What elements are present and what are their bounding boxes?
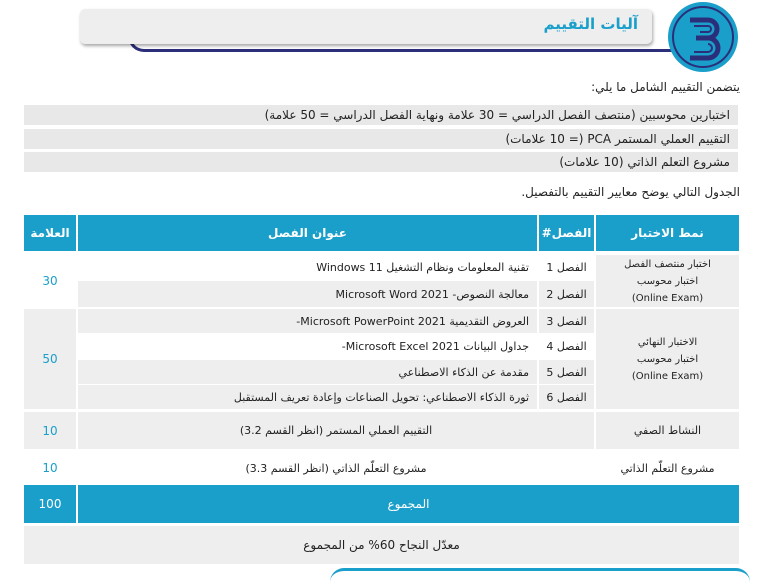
midterm-mark: 30 (42, 274, 58, 288)
table-row-chapter: الفصل 4 (546, 340, 587, 353)
header-chapter: #الفصل (539, 215, 594, 251)
type-line: (Online Exam) (631, 370, 704, 382)
list-item: مشروع التعلم الذاتي (10 علامات) (24, 152, 738, 172)
table-row-title: ثورة الذكاء الاصطناعي: تحويل الصناعات وإعادة تعريف المستقبل (78, 385, 537, 409)
activity-mark: 10 (24, 412, 76, 449)
table-row-title: جداول البيانات Microsoft Excel 2021- (341, 340, 529, 353)
table-row-title: مقدمة عن الذكاء الاصطناعي (78, 360, 537, 384)
header-type: نمط الاختبار (596, 215, 739, 251)
table-row-chapter: الفصل 2 (539, 281, 594, 307)
section-title: آليات التقييم (543, 15, 638, 33)
midterm-type (596, 255, 739, 307)
final-mark: 50 (24, 309, 76, 409)
table-row-chapter: الفصل 5 (539, 360, 594, 384)
activity-title: التقييم العملي المستمر (انظر القسم 3.2) (78, 412, 594, 449)
section-header (80, 9, 652, 44)
final-type (596, 309, 739, 409)
decorative-arc (330, 568, 750, 588)
pass-rate: معدّل النجاح 60% من المجموع (24, 526, 739, 564)
type-line: (Online Exam) (631, 292, 704, 304)
type-line: اختبار منتصف الفصل (624, 258, 711, 270)
table-row-chapter: الفصل 6 (539, 385, 594, 409)
intro-text: يتضمن التقييم الشامل ما يلي: (591, 80, 740, 94)
table-row-chapter: الفصل 1 (546, 261, 587, 274)
header-mark: العلامة (24, 215, 76, 251)
table-row-title: معالجة النصوص- Microsoft Word 2021 (78, 281, 537, 307)
table-row-chapter: الفصل 3 (539, 309, 594, 333)
type-line: اختبار محوسب (636, 353, 699, 365)
type-line: اختبار محوسب (636, 275, 699, 287)
list-item: التقييم العملي المستمر PCA (= 10 علامات) (24, 129, 738, 149)
type-line: الاختبار النهائي (637, 336, 698, 348)
list-item: اختبارين محوسبين (منتصف الفصل الدراسي = 30 علامة ونهاية الفصل الدراسي = 50 علامة) (24, 105, 738, 125)
activity-type: النشاط الصفي (596, 412, 739, 449)
header-title: عنوان الفصل (78, 215, 537, 251)
section-number-icon (668, 2, 738, 72)
total-label: المجموع (78, 485, 739, 523)
table-row-title: العروض التقديمية Microsoft PowerPoint 2021- (78, 309, 537, 333)
project-type: مشروع التعلّم الذاتي (620, 461, 715, 475)
table-row-title: تقنية المعلومات ونظام التشغيل Windows 11 (316, 261, 529, 274)
table-intro: الجدول التالي يوضح معايير التقييم بالتفصيل. (521, 185, 740, 199)
project-mark: 10 (42, 461, 58, 475)
project-title: مشروع التعلّم الذاتي (انظر القسم 3.3) (245, 461, 427, 475)
total-mark: 100 (24, 485, 76, 523)
